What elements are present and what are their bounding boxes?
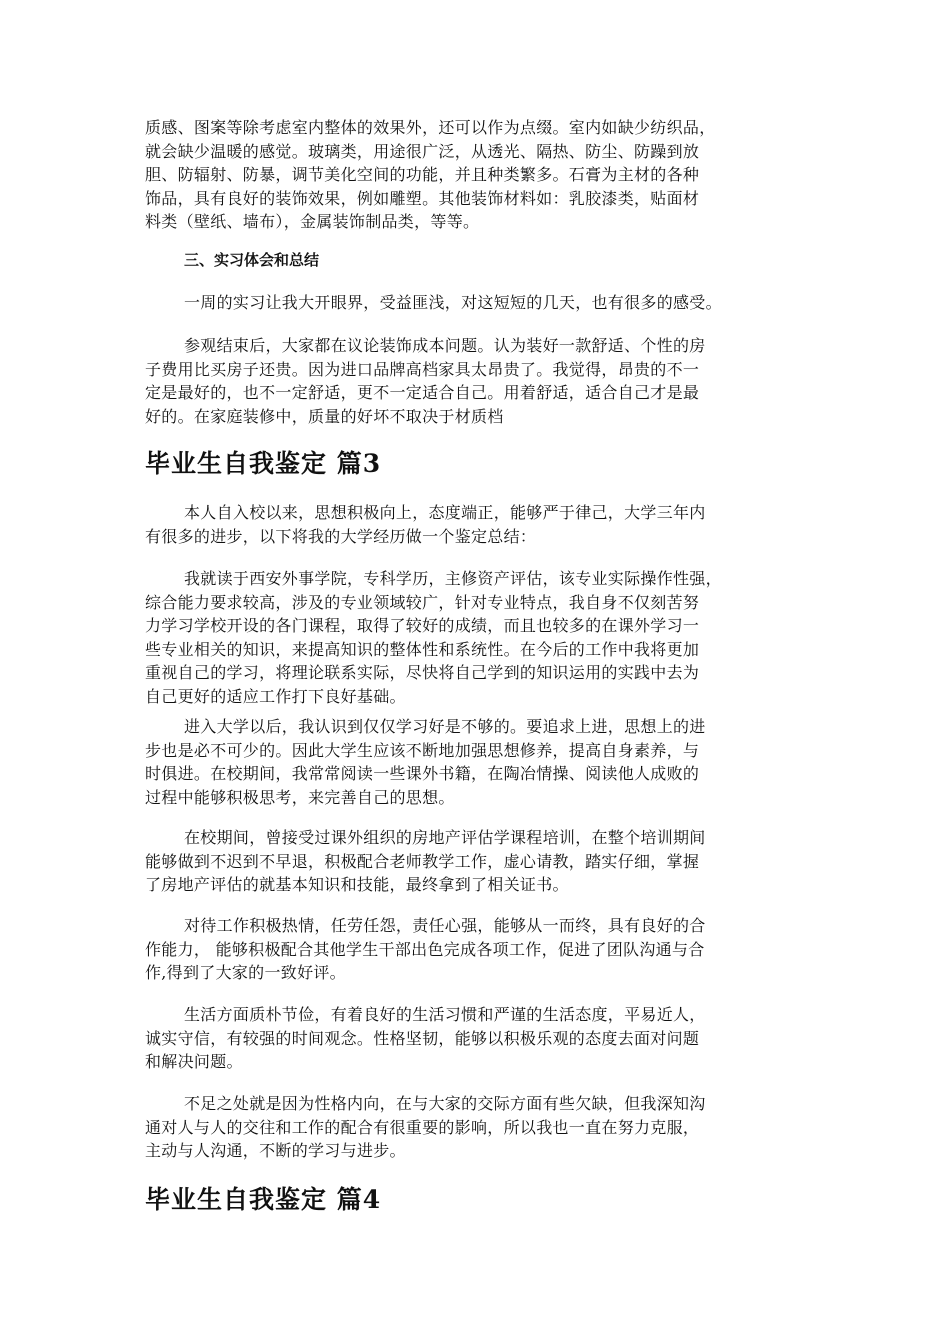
- text-line: 诚实守信，有较强的时间观念。性格坚韧，能够以积极乐观的态度去面对问题: [145, 1028, 700, 1048]
- text-line: 作,得到了大家的一致好评。: [145, 963, 346, 982]
- heading-text: 毕业生自我鉴定 篇4: [145, 1185, 382, 1214]
- text-line: 作能力， 能够积极配合其他学生干部出色完成各项工作，促进了团队沟通与合: [145, 939, 705, 959]
- paragraph-work: [145, 914, 810, 985]
- paragraph-shortcoming: [145, 1092, 810, 1163]
- text-line: 进入大学以后，我认识到仅仅学习好是不够的。要追求上进，思想上的进: [184, 717, 706, 736]
- subheading-summary: [145, 249, 810, 272]
- text-line: 综合能力要求较高，涉及的专业领域较广，针对专业特点，我自身不仅刻苦努: [145, 592, 700, 612]
- text-line: 通对人与人的交往和工作的配合有很重要的影响，所以我也一直在努力克服，: [145, 1117, 700, 1137]
- text-line: 有很多的进步，以下将我的大学经历做一个鉴定总结：: [145, 526, 537, 546]
- text-line: 不足之处就是因为性格内向，在与大家的交际方面有些欠缺，但我深知沟: [184, 1094, 706, 1113]
- text-line: 力学习学校开设的各门课程，取得了较好的成绩，而且也较多的在课外学习一: [145, 616, 700, 635]
- text-line: 主动与人沟通，不断的学习与进步。: [145, 1141, 406, 1160]
- paragraph-training: [145, 826, 810, 897]
- text-line: 和解决问题。: [145, 1052, 243, 1071]
- text-line: 我就读于西安外事学院，专科学历，主修资产评估，该专业实际操作性强，: [184, 569, 722, 588]
- section-3-heading: [145, 447, 810, 481]
- text-line: 胆、防辐射、防暴，调节美化空间的功能，并且种类繁多。石膏为主材的各种: [145, 165, 700, 184]
- paragraph-study: [145, 567, 810, 708]
- text-line: 质感、图案等除考虑室内整体的效果外，还可以作为点缀。室内如缺少纺织品，: [145, 118, 716, 137]
- text-line: 在校期间，曾接受过课外组织的房地产评估学课程培训，在整个培训期间: [184, 828, 706, 847]
- paragraph-week: [145, 291, 810, 315]
- text-line: 一周的实习让我大开眼界，受益匪浅，对这短短的几天，也有很多的感受。: [184, 293, 722, 312]
- section-4-heading: [145, 1183, 810, 1217]
- text-line: 好的。在家庭装修中，质量的好坏不取决于材质档: [145, 406, 504, 426]
- text-line: 定是最好的，也不一定舒适，更不一定适合自己。用着舒适，适合自己才是最: [145, 383, 700, 402]
- text-line: 对待工作积极热情，任劳任怨，责任心强，能够从一而终，具有良好的合: [184, 916, 706, 935]
- text-line: 些专业相关的知识，来提高知识的整体性和系统性。在今后的工作中我将更加: [145, 639, 700, 659]
- text-line: 生活方面质朴节俭，有着良好的生活习惯和严谨的生活态度，平易近人，: [184, 1005, 706, 1024]
- text-line: 能够做到不迟到不早退，积极配合老师教学工作，虚心请教，踏实仔细，掌握: [145, 851, 700, 871]
- text-line: 时俱进。在校期间，我常常阅读一些课外书籍，在陶冶情操、阅读他人成败的: [145, 764, 700, 783]
- text-line: 自己更好的适应工作打下良好基础。: [145, 686, 406, 706]
- text-line: 了房地产评估的就基本知识和技能，最终拿到了相关证书。: [145, 875, 569, 894]
- text-line: 本人自入校以来，思想积极向上，态度端正，能够严于律己，大学三年内: [184, 503, 706, 522]
- text-line: 步也是必不可少的。因此大学生应该不断地加强思想修养，提高自身素养，与: [145, 740, 700, 760]
- text-line: 过程中能够积极思考，来完善自己的思想。: [145, 787, 455, 807]
- paragraph-thought: [145, 715, 810, 809]
- text-line: 料类（壁纸、墙布），金属装饰制品类，等等。: [145, 212, 480, 231]
- paragraph-intro: [145, 501, 810, 548]
- text-line: 重视自己的学习，将理论联系实际，尽快将自己学到的知识运用的实践中去为: [145, 663, 700, 682]
- text-line: 子费用比买房子还贵。因为进口品牌高档家具太昂贵了。我觉得，昂贵的不一: [145, 359, 700, 379]
- text-line: 饰品，具有良好的装饰效果，例如雕塑。其他装饰材料如：乳胶漆类，贴面材: [145, 188, 700, 208]
- subheading-text: 三、实习体会和总结: [184, 251, 320, 269]
- text-line: 就会缺少温暖的感觉。玻璃类，用途很广泛，从透光、隔热、防尘、防躁到放: [145, 141, 700, 161]
- heading-text: 毕业生自我鉴定 篇3: [145, 449, 382, 478]
- paragraph-materials: [145, 116, 810, 234]
- text-line: 参观结束后，大家都在议论装饰成本问题。认为装好一款舒适、个性的房: [184, 336, 706, 355]
- paragraph-cost: [145, 334, 810, 428]
- paragraph-life: [145, 1003, 810, 1074]
